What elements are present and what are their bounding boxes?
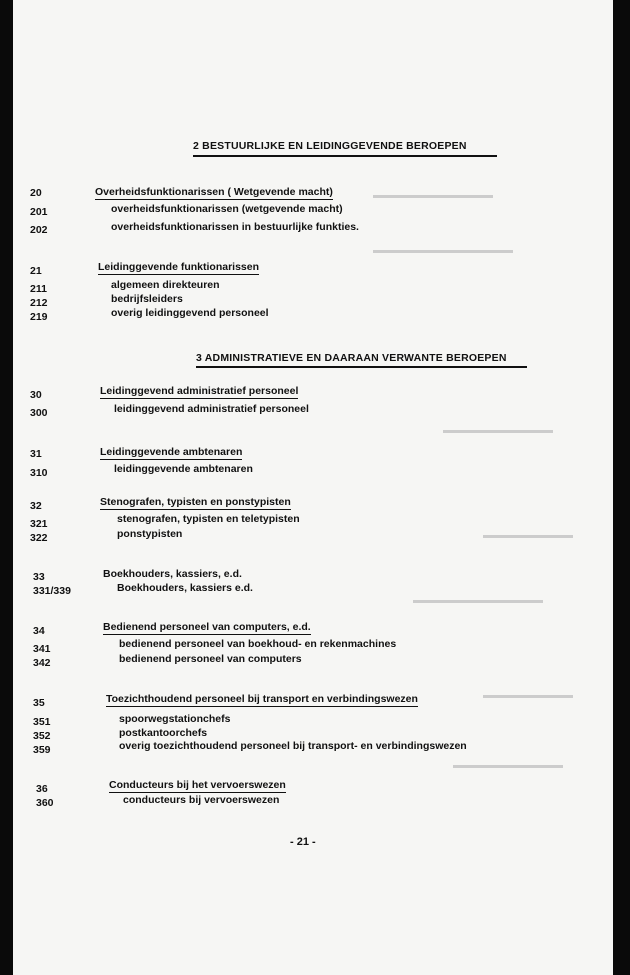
item-label: bedienend personeel van boekhoud- en rekenmachines bbox=[119, 638, 397, 650]
item-label: overig leidinggevend personeel bbox=[111, 307, 269, 319]
section-3-heading: 3 ADMINISTRATIEVE EN DAARAAN VERWANTE BEROEPEN bbox=[196, 352, 507, 364]
section-3-underline bbox=[196, 366, 527, 368]
section-2-heading: 2 BESTUURLIJKE EN LEIDINGGEVENDE BEROEPEN bbox=[193, 140, 467, 152]
group-title: Leidinggevende ambtenaren bbox=[100, 446, 243, 458]
item-label: leidinggevende ambtenaren bbox=[114, 463, 253, 475]
item-label: conducteurs bij vervoerswezen bbox=[123, 794, 280, 806]
item-code: 211 bbox=[30, 283, 47, 295]
group-title: Overheidsfunktionarissen ( Wetgevende macht) bbox=[95, 186, 333, 198]
group-code: 35 bbox=[33, 697, 45, 709]
item-label: Boekhouders, kassiers e.d. bbox=[117, 582, 253, 594]
group-title: Leidinggevend administratief personeel bbox=[100, 385, 299, 397]
document-page: ▬▬▬▬▬▬▬▬▬▬▬▬ ▬▬▬▬▬▬▬▬▬▬▬▬▬▬ ▬▬▬▬▬▬▬▬▬▬▬ ▬▬▬▬▬▬▬▬▬ ▬▬▬▬▬▬▬▬▬▬▬▬▬ ▬▬▬▬▬▬▬▬▬ ▬▬▬▬▬▬▬▬▬▬▬ 2 BESTUURLIJKE EN LEIDINGGEVENDE BEROEPEN 20 Overheidsfunktionarissen ( Wetgevende macht) 201 overheidsfunktionarissen (wetgevende macht) 202 overheidsfunktionarissen in bestuurlijke funkties. 21 Leidinggevende funktionarissen 211 algemeen direkteuren 212 bedrijfsleiders 219 overig leidinggevend personeel 3 ADMINISTRATIEVE EN DAARAAN VERWANTE BEROEPEN 30 Leidinggevend administratief personeel 300 leidinggevend administratief personeel 31 Leidinggevende ambtenaren 310 leidinggevende ambtenaren 32 Stenografen, typisten en ponstypisten 321 stenografen, typisten en teletypisten 322 ponstypisten 33 Boekhouders, kassiers, e.d. 331/339 Boekhouders, kassiers e.d. 34 Bedienend personeel van computers, e.d. 341 bedienend personeel van boekhoud- en rekenmachines 342 bedienend personeel van computers 35 Toezichthoudend personeel bij transport en verbindingswezen 351 spoorwegstationchefs 352 postkantoorchefs 359 overig toezichthoudend personeel bij transport- en verbindingswezen 36 Conducteurs bij het vervoerswezen 360 conducteurs bij vervoerswezen - 21 - bbox=[13, 0, 613, 975]
item-label: overig toezichthoudend personeel bij transport- en verbindingswezen bbox=[119, 740, 467, 752]
item-label: bedrijfsleiders bbox=[111, 293, 183, 305]
item-code: 219 bbox=[30, 311, 48, 323]
group-code: 21 bbox=[30, 265, 42, 277]
group-code: 31 bbox=[30, 448, 42, 460]
item-code: 202 bbox=[30, 224, 48, 236]
group-title: Leidinggevende funktionarissen bbox=[98, 261, 260, 273]
item-label: overheidsfunktionarissen in bestuurlijke funkties. bbox=[111, 221, 359, 233]
item-code: 300 bbox=[30, 407, 48, 419]
group-code: 20 bbox=[30, 187, 42, 199]
group-title: Stenografen, typisten en ponstypisten bbox=[100, 496, 291, 508]
group-title: Boekhouders, kassiers, e.d. bbox=[103, 568, 242, 580]
item-code: 360 bbox=[36, 797, 54, 809]
group-code: 36 bbox=[36, 783, 48, 795]
item-code: 212 bbox=[30, 297, 48, 309]
item-label: spoorwegstationchefs bbox=[119, 713, 231, 725]
item-code: 322 bbox=[30, 532, 48, 544]
item-label: stenografen, typisten en teletypisten bbox=[117, 513, 300, 525]
section-2-underline bbox=[193, 155, 497, 157]
group-code: 33 bbox=[33, 571, 45, 583]
item-code: 359 bbox=[33, 744, 51, 756]
item-label: algemeen direkteuren bbox=[111, 279, 220, 291]
item-label: postkantoorchefs bbox=[119, 727, 208, 739]
item-code: 321 bbox=[30, 518, 48, 530]
item-code: 342 bbox=[33, 657, 51, 669]
item-code: 201 bbox=[30, 206, 48, 218]
item-label: bedienend personeel van computers bbox=[119, 653, 302, 665]
item-code: 310 bbox=[30, 467, 48, 479]
item-code: 352 bbox=[33, 730, 51, 742]
item-code: 351 bbox=[33, 716, 51, 728]
item-label: leidinggevend administratief personeel bbox=[114, 403, 309, 415]
group-code: 32 bbox=[30, 500, 42, 512]
group-title: Toezichthoudend personeel bij transport en verbindingswezen bbox=[106, 693, 418, 705]
group-title: Conducteurs bij het vervoerswezen bbox=[109, 779, 286, 791]
group-code: 30 bbox=[30, 389, 42, 401]
item-label: overheidsfunktionarissen (wetgevende macht) bbox=[111, 203, 343, 215]
page-number: - 21 - bbox=[290, 836, 316, 848]
group-title: Bedienend personeel van computers, e.d. bbox=[103, 621, 311, 633]
item-code: 331/339 bbox=[33, 585, 71, 597]
item-code: 341 bbox=[33, 643, 51, 655]
group-code: 34 bbox=[33, 625, 45, 637]
item-label: ponstypisten bbox=[117, 528, 183, 540]
